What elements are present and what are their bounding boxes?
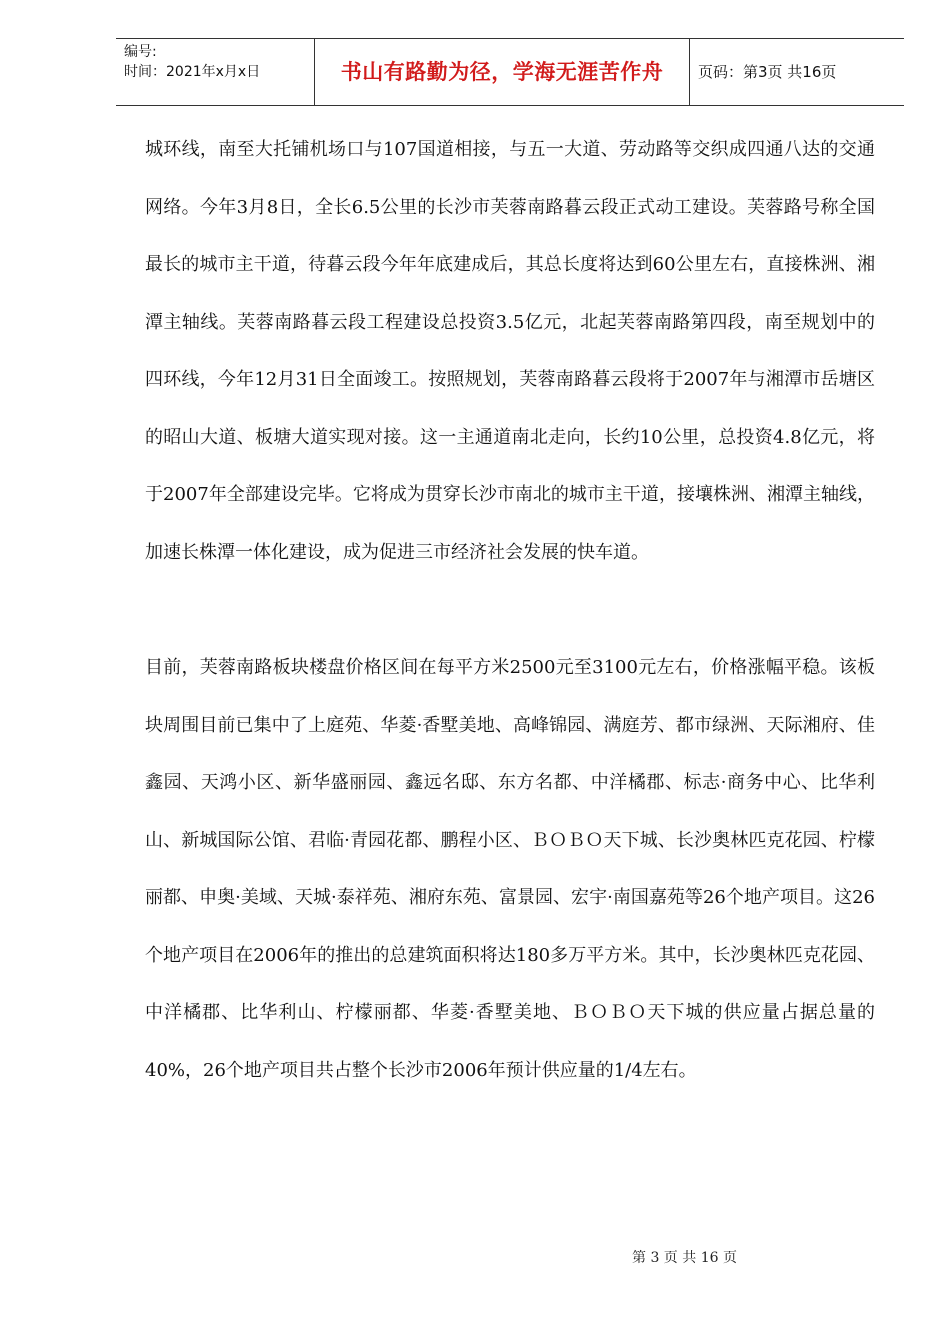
document-id-label: 编号: bbox=[124, 44, 157, 60]
page-footer: 第 3 页 共 16 页 bbox=[632, 1250, 737, 1266]
header-page-number: 页码：第3页 共16页 bbox=[698, 63, 837, 81]
document-body bbox=[145, 121, 875, 1099]
document-time-label: 时间：2021年x月x日 bbox=[124, 64, 261, 80]
header-motto: 书山有路勤为径，学海无涯苦作舟 bbox=[340, 60, 664, 84]
paragraph-spacer bbox=[145, 581, 875, 639]
page-header bbox=[116, 38, 904, 106]
header-meta bbox=[124, 42, 314, 82]
body-paragraph: 城环线，南至大托铺机场口与107国道相接，与五一大道、劳动路等交织成四通八达的交通网络。今年3月8日，全长6.5公里的长沙市芙蓉南路暮云段正式动工建设。芙蓉路号称全国最长的城市主干道，待暮云段今年年底建成后，其总长度将达到60公里左右，直接株洲、湘潭主轴线。芙蓉南路暮云段工程建设总投资3.5亿元，北起芙蓉南路第四段，南至规划中的四环线，今年12月31日全面竣工。按照规划，芙蓉南路暮云段将于2007年与湘潭市岳塘区的昭山大道、板塘大道实现对接。这一主通道南北走向，长约10公里，总投资4.8亿元，将于2007年全部建设完毕。它将成为贯穿长沙市南北的城市主干道，接壤株洲、湘潭主轴线，加速长株潭一体化建设，成为促进三市经济社会发展的快车道。 bbox=[145, 139, 875, 563]
body-paragraph: 目前，芙蓉南路板块楼盘价格区间在每平方米2500元至3100元左右，价格涨幅平稳。该板块周围目前已集中了上庭苑、华菱·香墅美地、高峰锦园、满庭芳、都市绿洲、天际湘府、佳鑫园、天鸿小区、新华盛丽园、鑫远名邸、东方名都、中洋橘郡、标志·商务中心、比华利山、新城国际公馆、君临·青园花都、鹏程小区、ＢＯＢＯ天下城、长沙奥林匹克花园、柠檬丽都、申奥·美域、天城·泰祥苑、湘府东苑、富景园、宏宇·南国嘉苑等26个地产项目。这26个地产项目在2006年的推出的总建筑面积将达180多万平方米。其中，长沙奥林匹克花园、中洋橘郡、比华利山、柠檬丽都、华菱·香墅美地、ＢＯＢＯ天下城的供应量占据总量的40%，26个地产项目共占整个长沙市2006年预计供应量的1/4左右。 bbox=[145, 657, 875, 1081]
header-divider bbox=[689, 39, 690, 105]
